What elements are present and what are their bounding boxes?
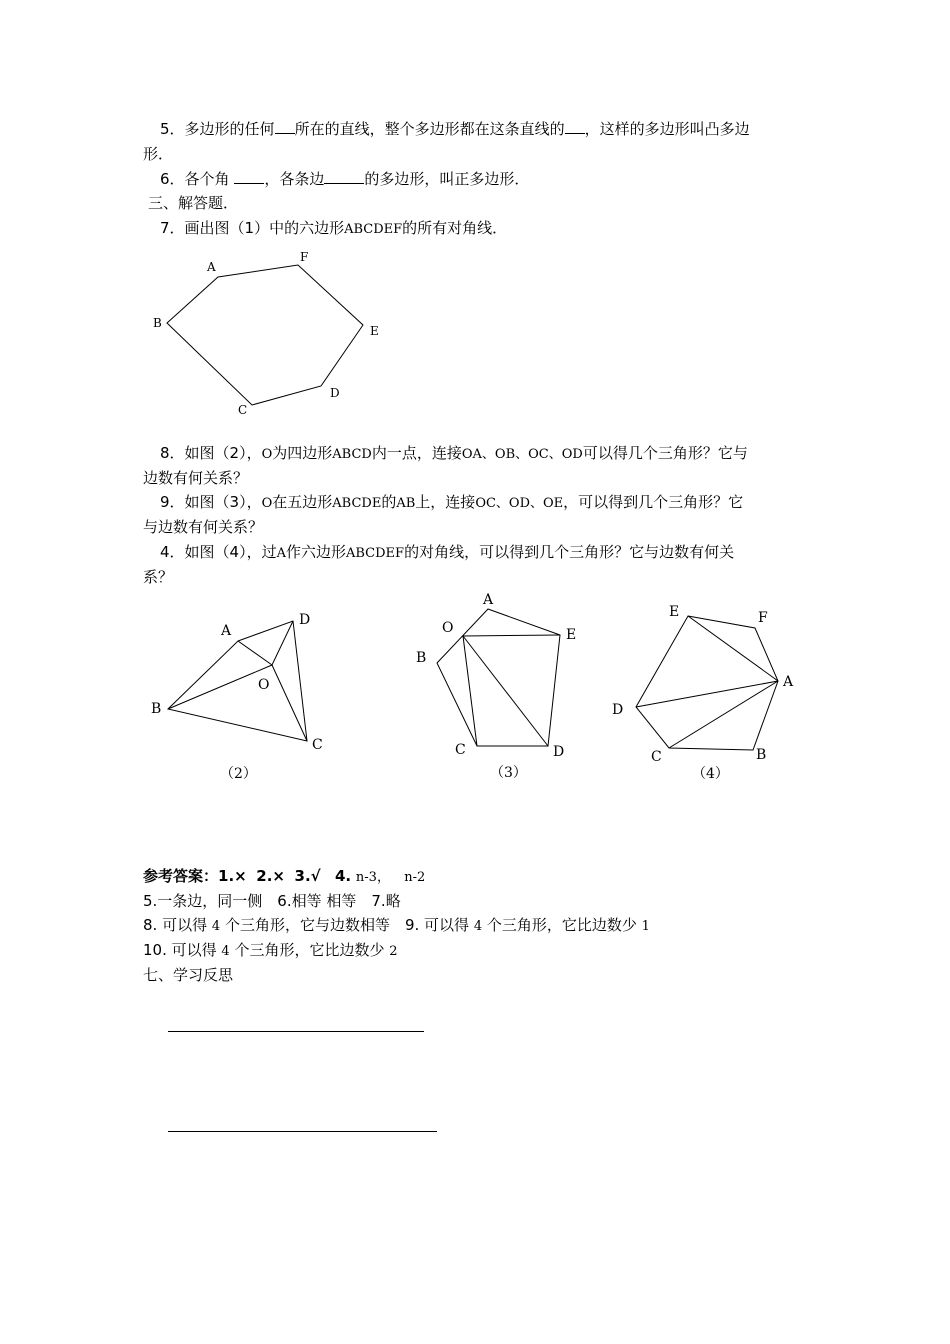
vertex-label: B (153, 316, 162, 330)
answers-line-3: 8. 可以得 4 个三角形，它与边数相等 9. 可以得 4 个三角形，它比边数少 1 (143, 916, 650, 934)
vertex-label: B (416, 650, 427, 666)
hexagon-outline (636, 616, 778, 750)
segment-od (463, 636, 548, 746)
vertex-label: B (756, 747, 767, 763)
vertex-label: E (370, 324, 379, 338)
pentagon-outline (437, 609, 560, 746)
answers-title: 参考答案： (143, 867, 219, 885)
question-7: 7．画出图（1）中的六边形ABCDEF的所有对角线． (160, 219, 508, 237)
question-6: 6．各个角 ，各条边 的多边形，叫正多边形． (160, 170, 530, 188)
vertex-label: C (651, 749, 662, 765)
vertex-label: F (300, 250, 309, 264)
writing-line[interactable] (168, 1031, 424, 1032)
writing-line[interactable] (168, 1131, 437, 1132)
segment-oc (463, 636, 477, 746)
figure-caption: （4） (692, 766, 729, 782)
vertex-label: A (783, 674, 794, 690)
question-8: 8．如图（2），O为四边形ABCD内一点，连接OA、OB、OC、OD可以得几个三角形？它与 (160, 444, 748, 462)
question-8-cont: 边数有何关系？ (143, 469, 249, 487)
answers-line-4: 10. 可以得 4 个三角形，它比边数少 2 (143, 941, 398, 959)
vertex-label: D (612, 702, 624, 718)
vertex-label: D (330, 386, 340, 400)
vertex-label: A (483, 592, 494, 608)
vertex-label: C (238, 403, 248, 417)
figure-4-hexagon (612, 604, 794, 782)
figure-caption: （3） (490, 765, 527, 781)
segment-oe (463, 635, 560, 636)
question-10-cont: 系？ (143, 568, 174, 586)
vertex-label: D (553, 744, 565, 760)
vertex-label: A (221, 623, 232, 639)
question-5-cont: 形． (143, 145, 174, 163)
figure-2-quadrilateral (151, 612, 323, 782)
answers-line-1: 参考答案：1.× 2.× 3.√ 4. n-3， n-2 (143, 867, 426, 885)
quadrilateral-outline (168, 621, 307, 741)
question-9: 9．如图（3），O在五边形ABCDE的AB上，连接OC、OD、OE，可以得到几个三角形？它 (160, 493, 744, 511)
vertex-label: C (455, 742, 466, 758)
vertex-label: B (151, 701, 162, 717)
section-heading: 三、解答题． (148, 194, 239, 212)
vertex-label: E (566, 627, 577, 643)
figure-caption: （2） (220, 766, 257, 782)
segment-oa (238, 641, 272, 665)
vertex-label: F (758, 610, 768, 626)
question-5: 5．多边形的任何 所在的直线，整个多边形都在这条直线的 ，这样的多边形叫凸多边 (160, 120, 750, 138)
answers-line-2: 5.一条边，同一侧 6.相等 相等 7.略 (143, 892, 401, 910)
vertex-label: E (669, 604, 680, 620)
vertex-label: O (258, 677, 270, 693)
vertex-label: O (442, 620, 454, 636)
segment-ob (168, 665, 272, 709)
vertex-label: D (299, 612, 311, 628)
segment-oc (272, 665, 307, 741)
vertex-label: C (312, 737, 323, 753)
vertex-label: A (207, 260, 216, 274)
question-10: 4．如图（4），过A作六边形ABCDEF的对角线，可以得到几个三角形？它与边数有何关 (160, 543, 735, 561)
question-9-cont: 与边数有何关系？ (143, 518, 264, 536)
reflection-heading: 七、学习反思 (143, 966, 234, 984)
figure-3-pentagon (416, 592, 576, 781)
